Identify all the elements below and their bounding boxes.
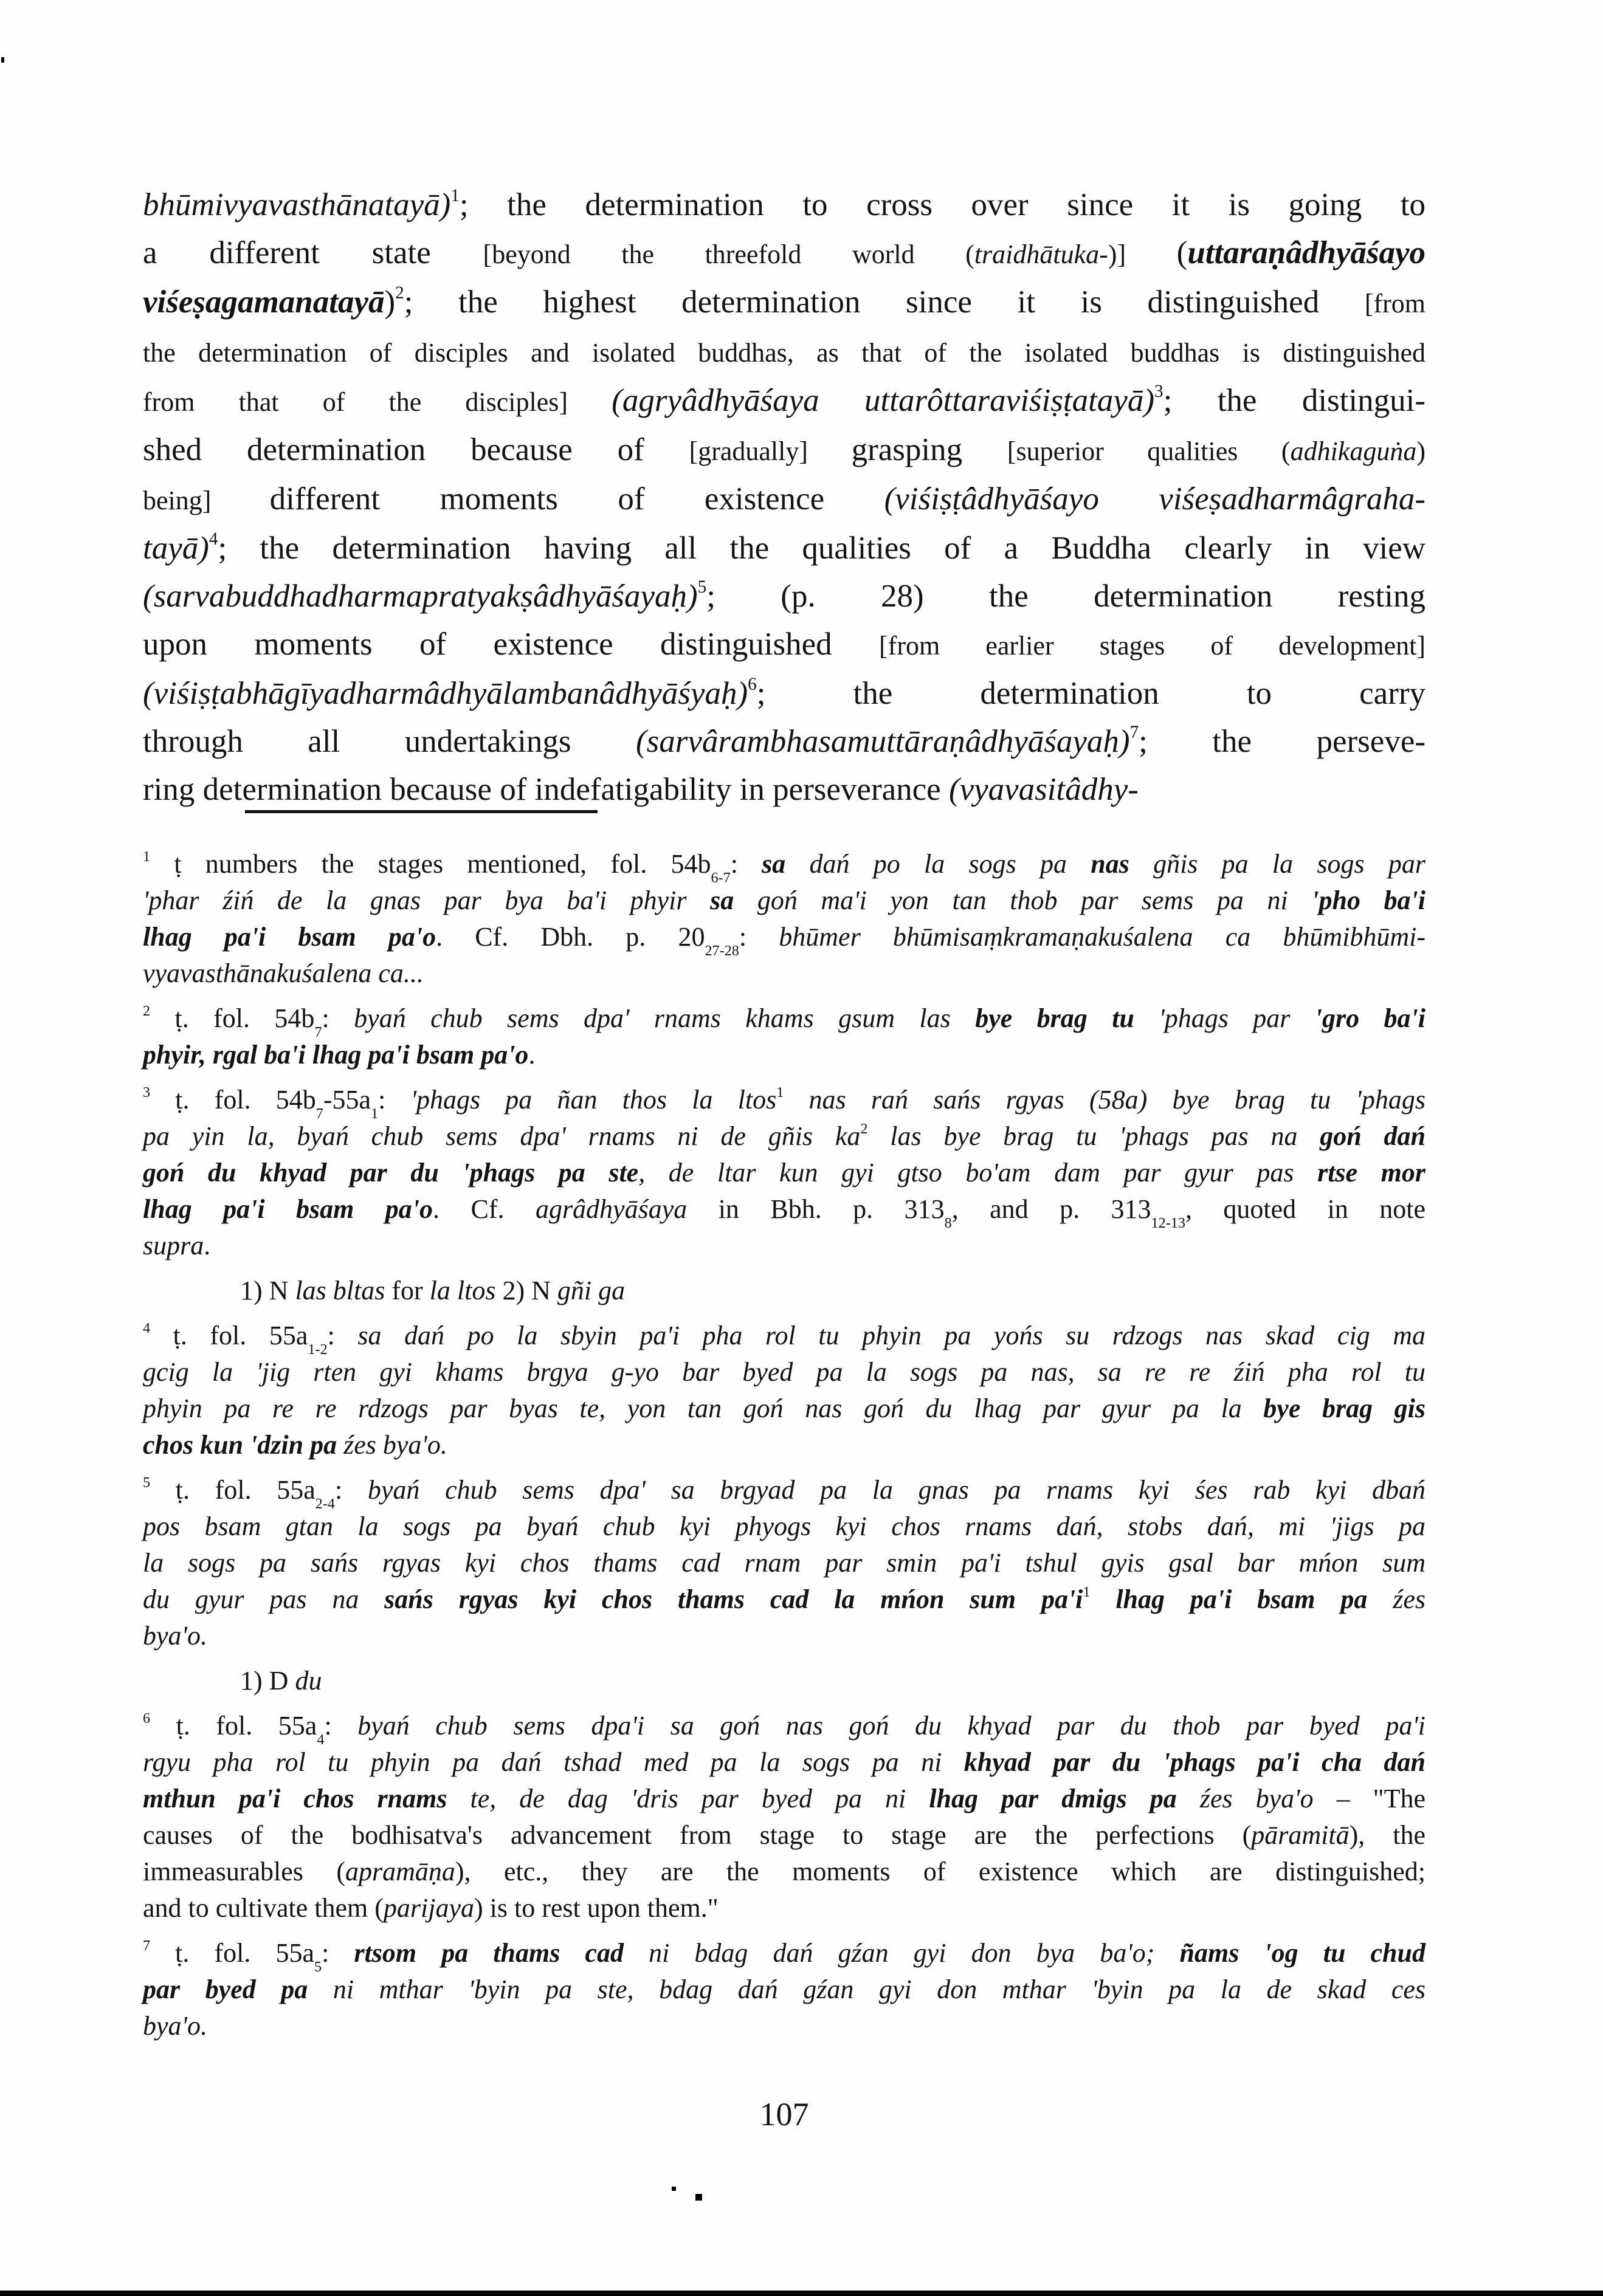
text-segment: : [322,1938,354,1968]
text-segment: (viśiṣṭâdhyāśayo viśeṣadharmâgraha- [884,481,1425,517]
text-segment: : [378,1085,411,1115]
text-segment: du [295,1666,322,1696]
text-segment: pa yin la, byań chub sems dpa' rnams ni de gñis ka [143,1121,861,1151]
text-segment: źes [1393,1584,1425,1614]
text-segment: rtsom pa thams cad [354,1938,649,1968]
text-segment: lhag pa'i bsam pa'o [143,922,436,952]
text-line [143,1318,1425,1358]
text-line [143,1708,1425,1748]
text-segment: 'phags par [1159,1003,1315,1033]
text-line [143,278,1425,328]
text-line [143,882,1425,919]
footnote-1 [143,846,1425,992]
text-segment: parijaya [383,1893,474,1923]
text-segment: 'phags pa ñan thos la ltos [410,1085,777,1115]
text-segment: causes of the bodhisatva's advancement from stage to stage are the perfections ( [143,1820,1252,1850]
text-segment: supra [143,1231,204,1260]
text-segment: upon moments of existence distinguished [143,627,880,662]
subscript: 1 [371,1105,379,1122]
text-segment: ; the determination having all the qualities of a Buddha clearly in view [218,531,1425,566]
text-segment: bya'o. [143,2011,207,2041]
superscript: 7 [1129,722,1139,742]
text-segment: : [335,1475,368,1505]
superscript: 1 [1083,1583,1091,1600]
text-segment: , de ltar kun gyi gtso bo'am dam par gyur pas [638,1158,1318,1188]
text-line [143,1581,1425,1618]
text-segment: ṭ. fol. 54b [150,1085,316,1115]
superscript: 1 [143,848,151,865]
text-segment: and to cultivate them ( [143,1893,384,1923]
scan-edge-bar [0,2291,1603,2296]
text-segment: te, de dag 'dris par byed pa ni [470,1784,929,1813]
subscript: 7 [314,1023,322,1040]
superscript: 2 [395,283,404,303]
text-line [143,919,1426,959]
superscript: 4 [143,1319,151,1336]
text-segment: uttaraṇâdhyāśayo [1187,235,1425,270]
text-segment: gñi ga [557,1276,626,1305]
text-line [143,475,1425,524]
text-line [143,1781,1425,1817]
subscript: 5 [314,1958,322,1975]
text-segment: las bye brag tu 'phags pas na [867,1121,1320,1151]
text-line [143,1082,1425,1122]
text-segment: byań chub sems dpa' rnams khams gsum las [354,1003,976,1033]
text-segment: bhūmer bhūmisaṃkramaṇakuśalena ca bhūmibhūmi- [779,922,1426,952]
subscript: 8 [944,1214,952,1231]
superscript: 1 [776,1084,784,1101]
text-segment: byań chub sems dpa' sa brgyad pa la gnas pa rnams kyi śes rab kyi dbań [367,1475,1425,1505]
text-segment: las bltas [295,1276,385,1305]
text-segment: . Cf. Dbh. p. 20 [436,922,705,952]
text-segment: . [528,1040,536,1070]
text-line [143,1472,1425,1512]
text-line [143,620,1425,670]
text-line [143,1545,1425,1581]
text-segment: (agryâdhyāśaya uttarôttaraviśiṣṭatayā) [612,383,1155,418]
text-segment: agrâdhyāśaya [535,1194,688,1224]
text-segment: rgyu pha rol tu phyin pa dań tshad med pa la sogs pa ni [143,1747,964,1777]
text-segment: [beyond the threefold world ( [483,239,974,269]
main-text-paragraph [143,181,1425,814]
text-line [143,1854,1425,1890]
text-segment: źes bya'o. [343,1430,447,1460]
text-segment: sa [762,849,810,879]
text-line [143,572,1425,620]
text-segment: tayā) [143,531,209,566]
text-segment: shed determination because of [143,432,689,467]
text-line [143,846,1425,886]
text-line [143,1037,1425,1073]
text-segment: : [322,1003,354,1033]
text-segment: lhag pa'i bsam pa [1090,1584,1393,1614]
superscript: 1 [450,185,460,205]
subscript: 2-4 [315,1495,335,1512]
text-segment: bye brag tu [975,1003,1159,1033]
text-line [143,229,1425,278]
text-segment: . [204,1231,211,1260]
text-line [143,1118,1425,1155]
text-segment: vyavasthānakuśalena ca... [143,958,424,988]
text-segment: the determination of disciples and isolated buddhas, as that of the isolated buddhas is distinguished [143,338,1425,368]
text-segment: bya'o. [143,1621,207,1651]
subscript: 27-28 [705,942,739,959]
text-segment: ñams 'og tu chud [1179,1938,1425,1968]
superscript: 5 [143,1474,151,1491]
scan-speck [672,2187,676,2191]
text-segment: ( [1176,235,1188,270]
text-segment: traidhātuka- [974,239,1108,269]
text-segment: 'phar źiń de la gnas par bya ba'i phyir [143,885,711,915]
text-segment: ṭ numbers the stages mentioned, fol. 54b [150,849,711,879]
footnote-3 [143,1082,1425,1264]
text-segment: in Bbh. p. 313 [687,1194,945,1224]
text-segment: [from earlier stages of development] [879,631,1425,661]
text-line [143,1191,1426,1231]
text-line [143,1000,1426,1040]
text-segment: through all undertakings [143,724,636,759]
text-line [240,1273,1425,1309]
text-segment: goń du khyad par du 'phags pa ste [143,1158,639,1188]
text-segment: (viśiṣṭabhāgīyadharmâdhyālambanâdhyāśyaḥ) [143,676,748,711]
text-segment: sańs rgyas kyi chos thams cad la mńon sum pa'i [384,1584,1083,1614]
text-segment: phyin pa re re rdzogs par byas te, yon tan goń nas goń du lhag par gyur pa la [143,1394,1264,1423]
text-segment: bhūmivyavasthānatayā) [143,187,451,222]
text-segment: byań chub sems dpa'i sa goń nas goń du khyad par du thob par byed pa'i [357,1711,1425,1741]
text-segment: : [327,1321,358,1350]
text-segment: chos kun 'dzin pa [143,1430,344,1460]
text-segment: apramāṇa [345,1857,455,1886]
text-segment: ) is to rest upon them." [474,1893,719,1923]
text-segment: ni mthar 'byin pa ste, bdag dań gźan gyi don mthar 'byin pa la de skad ces [333,1975,1426,2004]
text-line [143,2008,1425,2044]
text-line [143,328,1425,377]
subscript: 12-13 [1151,1214,1185,1231]
text-segment: ṭ. fol. 55a [150,1938,314,1968]
text-segment: a different state [143,235,483,270]
text-segment: [superior qualities ( [1007,436,1291,466]
text-segment: – "The [1313,1784,1426,1813]
text-segment: [gradually] [689,436,852,466]
text-segment: grasping [851,432,1007,467]
superscript: 6 [143,1710,151,1727]
scan-speck [1,57,4,63]
text-segment: ṭ. fol. 55a [150,1321,308,1350]
text-segment: 'gro ba'i [1314,1003,1426,1033]
text-segment: źes bya'o [1199,1784,1314,1813]
text-line [143,1744,1425,1781]
text-segment: , and p. 313 [951,1194,1151,1224]
text-segment: , quoted in note [1185,1194,1426,1224]
footnote-2 [143,1000,1425,1073]
text-line [143,1427,1425,1463]
footnote-6 [143,1708,1425,1927]
text-segment: khyad par du 'phags pa'i cha dań [964,1747,1425,1777]
text-segment: nas rań sańs rgyas (58a) bye brag tu 'phags [784,1085,1425,1115]
footnote-3-variant-note [143,1273,1425,1309]
text-line [240,1663,1425,1699]
text-line [143,766,1425,814]
superscript: 3 [1154,381,1163,401]
text-segment: la sogs pa sańs rgyas kyi chos thams cad rnam par smin pa'i tshul gyis gsal bar mńon sum [143,1548,1425,1578]
subscript: 1-2 [308,1341,328,1358]
subscript: 7 [315,1105,323,1122]
text-segment: ni bdag dań gźan gyi don bya ba'o; [649,1938,1180,1968]
footnote-4 [143,1318,1425,1463]
superscript: 2 [860,1120,868,1137]
text-segment: immeasurables ( [143,1857,345,1886]
text-segment: : [739,922,779,952]
text-segment: phyir, rgal ba'i lhag pa'i bsam pa'o [143,1040,529,1070]
text-segment: ring determination because of indefatigability in perseverance [143,772,949,807]
text-segment: ṭ. fol. 54b [150,1003,315,1033]
text-segment: gñis pa la sogs par [1153,849,1425,879]
superscript: 2 [143,1002,151,1019]
text-segment: la ltos [429,1276,496,1305]
text-segment: sa [710,885,757,915]
page-number: 107 [759,2096,809,2133]
text-segment: 1) N [240,1276,295,1305]
text-segment: ; the distingui- [1163,383,1426,418]
superscript: 4 [209,529,218,549]
text-line [143,1817,1425,1854]
superscript: 3 [143,1084,151,1101]
text-line [143,670,1425,718]
text-segment: gcig la 'jig rten gyi khams brgya g-yo bar byed pa la sogs pa nas, sa re re źiń pha rol tu [143,1357,1425,1387]
text-line [143,1390,1425,1427]
text-segment: ; the perseve- [1139,724,1425,759]
text-segment: bye brag gis [1263,1394,1425,1423]
text-line [143,524,1425,572]
text-segment: ; (p. 28) the determination resting [706,579,1425,614]
text-line [143,1935,1425,1975]
text-segment: ) [384,284,396,320]
text-line [143,1508,1425,1545]
text-segment: [from [1364,289,1425,318]
text-segment: (sarvârambhasamuttāraṇâdhyāśayaḥ) [635,724,1130,759]
text-segment: mthun pa'i chos rnams [143,1784,471,1813]
text-segment: lhag pa'i bsam pa'o [143,1194,433,1224]
text-line [143,1354,1425,1390]
text-segment: (sarvabuddhadharmapratyakṣâdhyāśayaḥ) [143,579,698,614]
text-segment: par byed pa [143,1975,333,2004]
text-segment: sa dań po la sbyin pa'i pha rol tu phyin pa yońs su rdzogs nas skad cig ma [357,1321,1425,1350]
footnote-5 [143,1472,1425,1654]
text-line [143,181,1425,229]
text-segment: -55a [323,1085,371,1115]
text-segment: goń dań [1320,1121,1425,1151]
subscript: 4 [317,1731,325,1748]
text-segment: pos bsam gtan la sogs pa byań chub kyi phyogs kyi chos rnams dań, stobs dań, mi 'jigs pa [143,1511,1425,1541]
text-segment: du gyur pas na [143,1584,385,1614]
text-segment: 2) N [495,1276,557,1305]
text-line [143,1890,1425,1927]
text-segment: ṭ. fol. 55a [150,1475,315,1505]
text-line [143,1618,1425,1654]
text-segment: from that of the disciples] [143,387,612,417]
text-line [143,426,1425,475]
text-segment: for [385,1276,430,1305]
text-line [143,1228,1425,1264]
text-segment: . Cf. [433,1194,536,1224]
text-segment: ṭ. fol. 55a [150,1711,317,1741]
text-line [143,1155,1425,1191]
footnote-5-variant-note [143,1663,1425,1699]
text-segment: ; the determination to cross over since it is going to [459,187,1425,222]
subscript: 6-7 [711,869,731,886]
text-segment: different moments of existence [269,481,884,517]
text-line [143,718,1425,766]
text-column [143,181,1425,2133]
text-segment: adhikaguṅa [1290,436,1417,466]
text-line [143,1971,1425,2008]
text-segment: viśeṣagamanatayā [143,284,385,320]
text-line [143,955,1425,992]
text-segment: : [324,1711,358,1741]
text-segment: 1) D [240,1666,295,1696]
text-segment: nas [1091,849,1154,879]
superscript: 7 [143,1937,151,1954]
superscript: 5 [697,577,707,597]
text-segment: goń ma'i yon tan thob par sems pa ni [757,885,1312,915]
scan-speck [695,2194,702,2201]
text-segment: )] [1108,239,1177,269]
footnotes [143,846,1425,2044]
text-segment: rtse mor [1317,1158,1425,1188]
text-segment: ), etc., they are the moments of existence which are distinguished; [455,1857,1425,1886]
text-segment: ) [1416,436,1425,466]
text-segment: being] [143,486,270,515]
text-segment: dań po la sogs pa [809,849,1091,879]
footnote-7 [143,1935,1425,2044]
text-line [143,377,1425,426]
text-segment: ), the [1349,1820,1426,1850]
text-segment: 'pho ba'i [1311,885,1426,915]
text-segment: pāramitā [1251,1820,1350,1850]
text-segment: ; the determination to carry [756,676,1425,711]
text-segment: ; the highest determination since it is distinguished [404,284,1365,320]
text-segment: (vyavasitâdhy- [948,772,1139,807]
text-segment: lhag par dmigs pa [929,1784,1200,1813]
superscript: 6 [748,674,757,694]
text-segment: : [730,849,762,879]
